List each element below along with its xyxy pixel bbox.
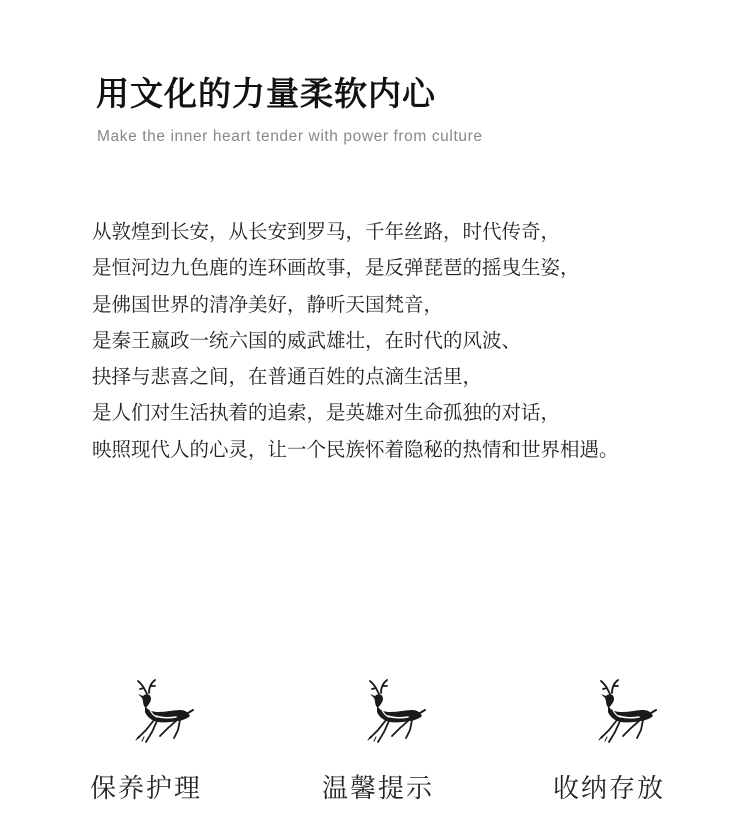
poem-line: 是恒河边九色鹿的连环画故事，是反弹琵琶的摇曳生姿， <box>92 256 580 280</box>
leaping-deer-icon <box>593 678 657 744</box>
leaping-deer-icon <box>130 678 194 744</box>
page-subtitle: Make the inner heart tender with power from culture <box>97 128 483 145</box>
poem-line: 从敦煌到长安，从长安到罗马，千年丝路，时代传奇， <box>92 220 561 243</box>
nav-tips-button[interactable] <box>322 678 502 808</box>
nav-tips-label: 温馨提示 <box>322 774 435 804</box>
nav-storage-label: 收纳存放 <box>553 774 666 804</box>
page-title: 用文化的力量柔软内心 <box>96 74 436 113</box>
leaping-deer-icon <box>362 678 426 744</box>
poem-line: 是秦王嬴政一统六国的威武雄壮，在时代的风波、 <box>92 328 522 352</box>
poem-line: 映照现代人的心灵，让一个民族怀着隐秘的热情和世界相遇。 <box>92 437 619 461</box>
nav-storage-button[interactable] <box>553 678 733 808</box>
nav-care-label: 保养护理 <box>90 774 203 804</box>
poem-text-block <box>92 214 619 468</box>
poem-line: 是佛国世界的清净美好，静听天国梵音， <box>92 292 444 316</box>
poem-line: 抉择与悲喜之间，在普通百姓的点滴生活里， <box>92 365 483 389</box>
poem-line: 是人们对生活执着的追索，是英雄对生命孤独的对话， <box>92 401 561 425</box>
nav-care-button[interactable] <box>90 678 270 808</box>
